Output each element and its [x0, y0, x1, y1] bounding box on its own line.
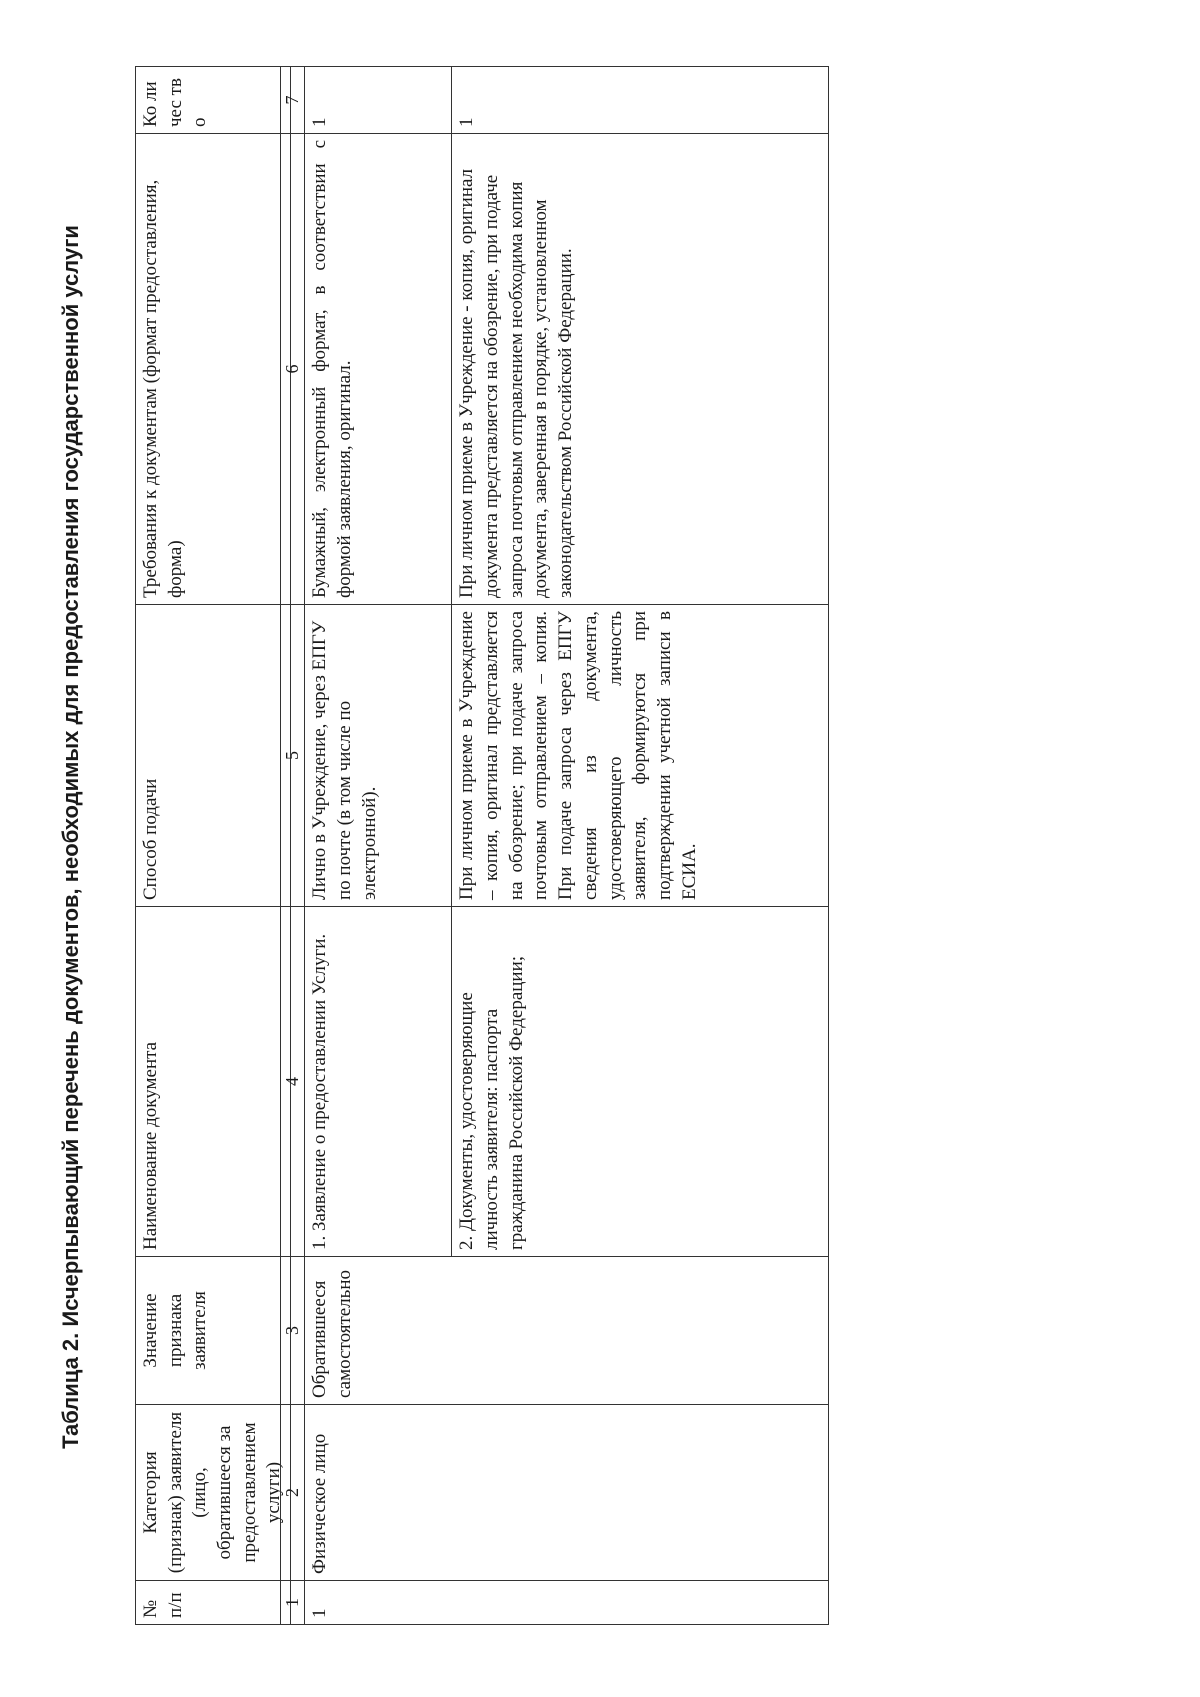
document-requirements: При личном приеме в Учреждение - копия, оригинал документа представляется на обозрение, при подаче запроса почтовым отправлением необходима копия документа, заверенная в порядке, установленном законодательством Российской Федерации.	[452, 134, 829, 605]
data-table	[280, 66, 829, 1625]
document-name: 2. Документы, удостоверяющие личность заявителя: паспорта гражданина Российской Федерации;	[452, 907, 829, 1257]
column-number: 4	[281, 907, 305, 1257]
row-value: Обратившееся самостоятельно	[305, 1257, 452, 1405]
row-value-continued	[452, 1257, 829, 1405]
header-table	[135, 66, 291, 1625]
column-number: 3	[281, 1257, 305, 1405]
header-method: Способ подачи	[136, 605, 291, 907]
header-category: Категория (признак) заявителя (лицо, обратившееся за предоставлением услуги)	[136, 1405, 291, 1581]
header-row	[136, 67, 291, 1625]
document-count: 1	[305, 67, 452, 134]
column-number: 1	[281, 1581, 305, 1625]
column-number: 6	[281, 134, 305, 605]
table-row	[452, 67, 829, 1625]
row-number: 1	[305, 1581, 829, 1625]
header-count: Ко ли чес тво	[136, 67, 291, 134]
header-num: № п/п	[136, 1581, 291, 1625]
document-requirements: Бумажный, электронный формат, в соответствии с формой заявления, оригинал.	[305, 134, 452, 605]
row-category: Физическое лицо	[305, 1405, 829, 1581]
document-count: 1	[452, 67, 829, 134]
document-name: 1. Заявление о предоставлении Услуги.	[305, 907, 452, 1257]
header-requirements: Требования к документам (формат предоставления, форма)	[136, 134, 291, 605]
column-number-row	[281, 67, 305, 1625]
document-method: Лично в Учреждение, через ЕПГУ по почте (в том числе по электронной).	[305, 605, 452, 907]
document-method: При личном приеме в Учреждение – копия, оригинал представляется на обозрение; при подаче запроса почтовым отправлением – копия. При подаче запроса через ЕПГУ сведения из документа, удостоверяющего личность заявителя, формируются при подтверждении учетной записи в ЕСИА.	[452, 605, 829, 907]
header-value: Значение признака заявителя	[136, 1257, 291, 1405]
table-row	[305, 67, 452, 1625]
column-number: 5	[281, 605, 305, 907]
column-number: 7	[281, 67, 305, 134]
header-document-name: Наименование документа	[136, 907, 291, 1257]
document-title: Таблица 2. Исчерпывающий перечень документов, необходимых для предоставления государственной услуги	[58, 225, 83, 1449]
column-number: 2	[281, 1405, 305, 1581]
